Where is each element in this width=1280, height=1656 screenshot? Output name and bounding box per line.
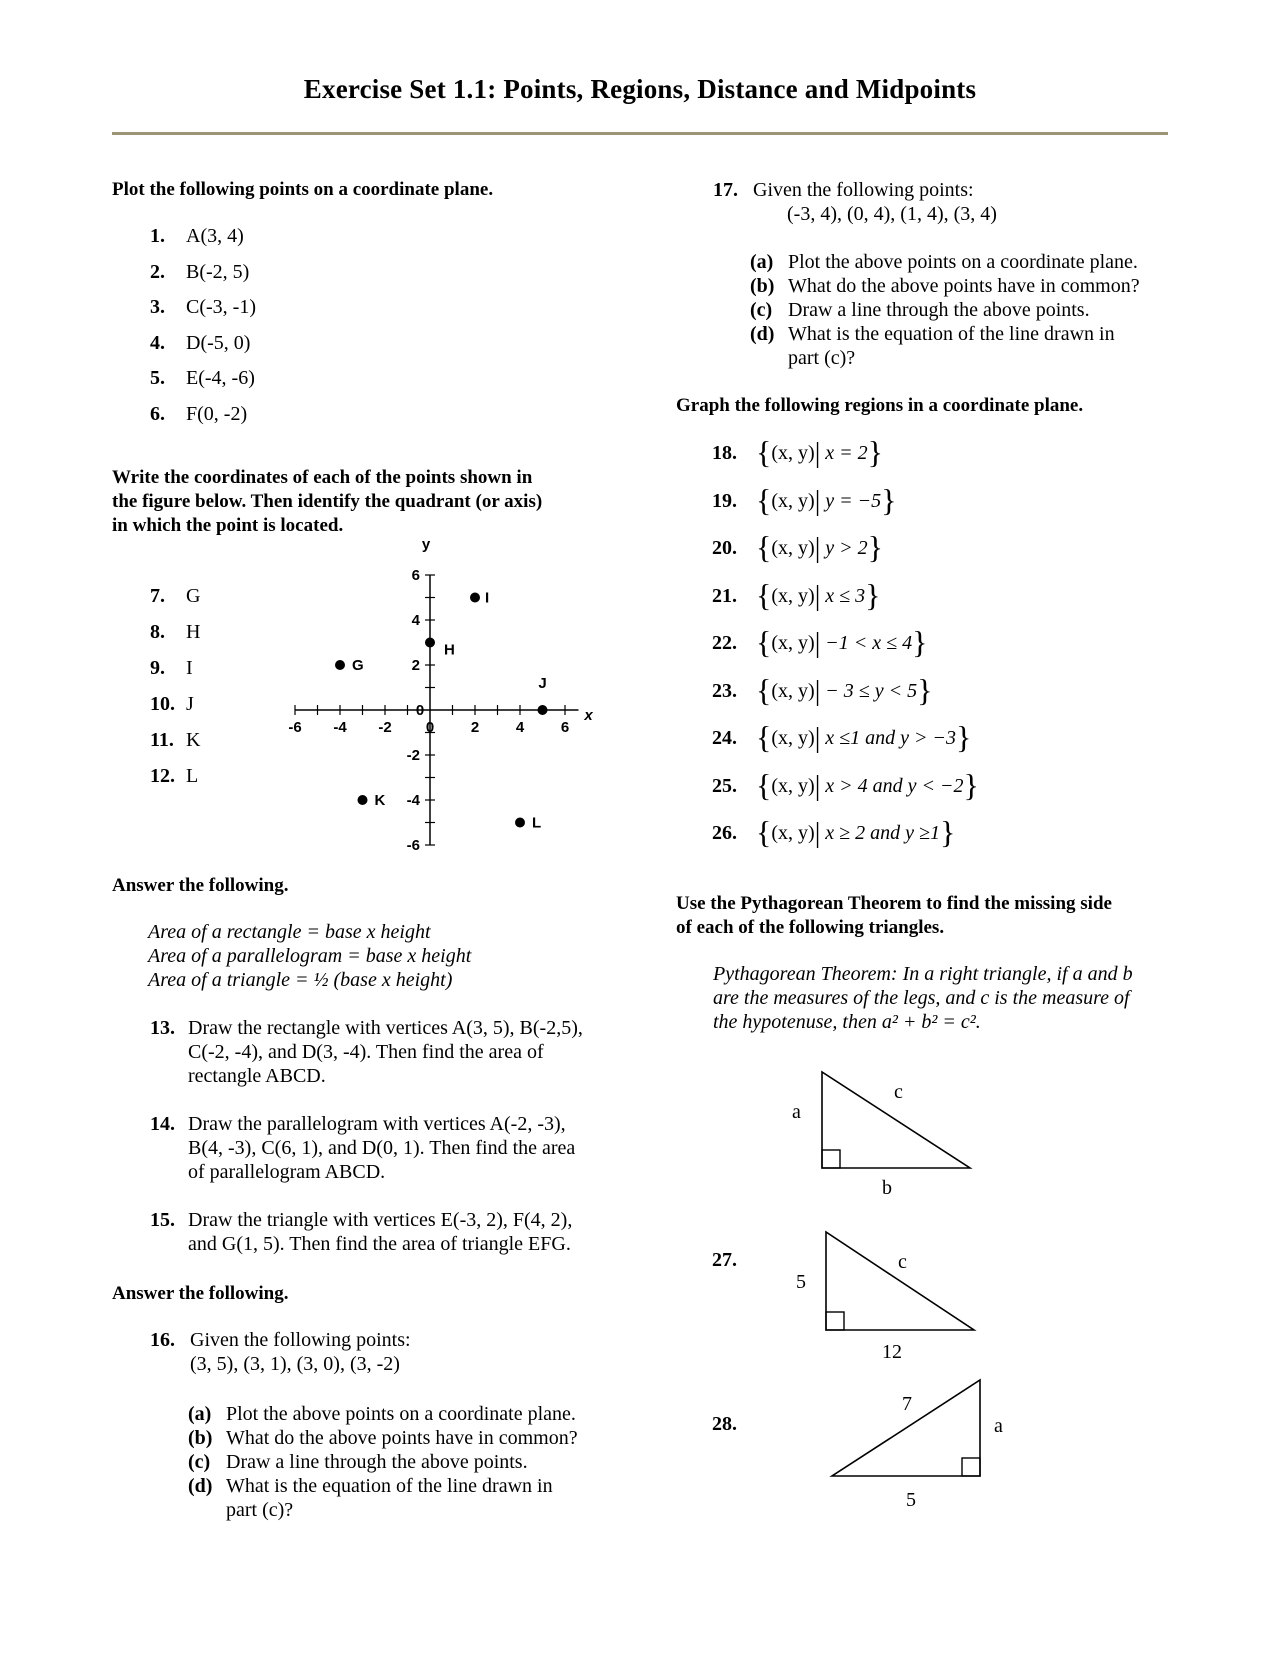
list-item [150, 224, 256, 260]
theorem-line: are the measures of the legs, and c is the measure of [713, 987, 1130, 1009]
region-item [712, 576, 979, 627]
item-number: 8. [150, 621, 165, 643]
part-label: (c) [188, 1451, 211, 1473]
right-angle-marker [962, 1458, 980, 1476]
item-text: B(-2, 5) [186, 260, 250, 283]
point-label: L [532, 814, 542, 832]
item-number: 22. [712, 632, 737, 654]
list-item [150, 620, 200, 656]
item-number: 6. [150, 402, 165, 425]
y-tick-label: 2 [411, 657, 420, 674]
list-item [150, 692, 200, 728]
part-text: What is the equation of the line drawn in [226, 1475, 553, 1497]
plot-heading: Plot the following points on a coordinate plane. [112, 179, 494, 200]
set-prefix: (x, y) [771, 679, 815, 702]
y-tick-label: 6 [411, 567, 420, 584]
item-number: 20. [712, 537, 737, 559]
list-item [150, 764, 200, 800]
region-item [712, 436, 979, 484]
part-continuation: part (c)? [226, 1499, 294, 1521]
title-divider [112, 132, 1168, 135]
set-prefix: (x, y) [771, 822, 815, 844]
item-number: 23. [712, 679, 737, 702]
part-label: (a) [188, 1403, 212, 1425]
part-item [188, 1426, 578, 1450]
list-item [150, 331, 256, 367]
graph-layer [288, 536, 593, 854]
question-points: (3, 5), (3, 1), (3, 0), (3, -2) [190, 1353, 400, 1375]
triangle-side-label: a [792, 1101, 801, 1123]
question-number: 16. [150, 1329, 175, 1351]
set-notation: {(x, y)| x ≤ 3} [756, 576, 881, 613]
triangle-27 [780, 1222, 1000, 1352]
question-15 [150, 1208, 628, 1256]
question-13 [150, 1016, 628, 1088]
part-continuation: part (c)? [788, 347, 856, 369]
y-tick-label: -4 [406, 792, 420, 809]
point-k [358, 795, 368, 805]
coordinate-graph [280, 536, 600, 854]
list-item [150, 728, 200, 764]
item-number: 26. [712, 822, 737, 844]
item-number: 12. [150, 765, 175, 787]
list-item [150, 295, 256, 331]
set-notation: {(x, y)| x = 2} [756, 434, 884, 470]
part-item [750, 250, 1140, 274]
set-condition: y = −5 [825, 489, 882, 512]
question-16 [150, 1328, 411, 1376]
set-prefix: (x, y) [771, 442, 815, 464]
question-line: rectangle ABCD. [188, 1065, 326, 1087]
item-number: 2. [150, 260, 165, 283]
triangle-side-label: b [882, 1177, 892, 1199]
set-notation: {(x, y)| x ≥ 2 and y ≥1} [756, 814, 956, 850]
page-title: Exercise Set 1.1: Points, Regions, Distance and Midpoints [303, 74, 977, 104]
item-text: C(-3, -1) [186, 296, 256, 319]
part-text: Plot the above points on a coordinate plane. [788, 251, 1138, 273]
theorem-line: Pythagorean Theorem: In a right triangle, if a and b [713, 963, 1133, 985]
item-number: 18. [712, 442, 737, 464]
question-number: 13. [150, 1017, 175, 1039]
regions-list [712, 436, 979, 864]
formula-rectangle: Area of a rectangle = base x height [148, 921, 431, 943]
answer-heading-2: Answer the following. [112, 1283, 289, 1304]
set-notation: {(x, y)| y = −5} [756, 481, 897, 518]
right-angle-marker [826, 1312, 844, 1330]
pythagorean-theorem [713, 962, 1133, 1034]
x-tick-label: -4 [333, 719, 347, 736]
triangle-side-label: c [894, 1081, 903, 1103]
set-condition: x ≤ 3 [825, 584, 866, 607]
coord-list [150, 584, 200, 800]
part-text: What do the above points have in common? [788, 275, 1140, 297]
part-item [750, 322, 1140, 346]
pythagorean-heading [676, 892, 1112, 940]
item-number: 11. [150, 729, 174, 751]
item-number: 21. [712, 584, 737, 607]
set-prefix: (x, y) [771, 632, 815, 654]
part-label: (b) [750, 275, 775, 297]
triangle-shape [826, 1232, 974, 1330]
point-i [470, 593, 480, 603]
x-axis-label: x [584, 707, 593, 724]
part-label: (c) [750, 299, 773, 321]
item-number: 4. [150, 331, 165, 354]
triangle-side-label: a [994, 1415, 1003, 1437]
plot-list [150, 224, 256, 438]
set-notation: {(x, y)| y > 2} [756, 529, 884, 565]
x-tick-label: 2 [470, 719, 480, 736]
coords-heading-line: in which the point is located. [112, 515, 344, 536]
list-item [150, 402, 256, 438]
triangle-side-label: 7 [902, 1393, 912, 1415]
point-label: J [538, 675, 547, 692]
formula-triangle: Area of a triangle = ½ (base x height) [148, 969, 453, 991]
question-line: Draw the rectangle with vertices A(3, 5), B(-2,5), [188, 1017, 583, 1039]
point-label: G [352, 657, 364, 674]
y-tick-label: 4 [411, 612, 420, 629]
coords-heading-line: Write the coordinates of each of the points shown in [112, 467, 533, 488]
y-tick-label: -6 [406, 837, 420, 854]
part-label: (b) [188, 1427, 213, 1449]
part-item [750, 298, 1140, 322]
region-item [712, 766, 979, 817]
region-item [712, 671, 979, 722]
regions-heading: Graph the following regions in a coordinate plane. [676, 395, 1084, 416]
item-number: 3. [150, 296, 165, 319]
set-prefix: (x, y) [771, 584, 815, 607]
list-item [150, 584, 200, 620]
part-label: (a) [750, 251, 774, 273]
question-intro: Given the following points: [753, 179, 974, 201]
coords-heading-line: the figure below. Then identify the quadrant (or axis) [112, 491, 543, 512]
set-notation: {(x, y)| −1 < x ≤ 4} [756, 624, 928, 660]
set-condition: y > 2 [825, 537, 868, 559]
right-angle-marker [822, 1150, 840, 1168]
set-notation: {(x, y)| x ≤1 and y > −3} [756, 719, 972, 755]
part-label: (d) [188, 1475, 213, 1497]
question-line: Draw the triangle with vertices E(-3, 2), F(4, 2), [188, 1209, 573, 1231]
item-text: F(0, -2) [186, 402, 248, 425]
question-line: B(4, -3), C(6, 1), and D(0, 1). Then find the area [188, 1137, 576, 1159]
question-17 [713, 178, 997, 226]
set-prefix: (x, y) [771, 774, 815, 797]
region-item [712, 721, 979, 769]
item-text: L [186, 765, 199, 787]
point-g [335, 660, 345, 670]
set-condition: x ≥ 2 and y ≥1 [825, 822, 941, 844]
x-tick-label: 6 [560, 719, 570, 736]
region-item [712, 481, 979, 532]
part-text: Draw a line through the above points. [788, 299, 1090, 321]
point-label: K [374, 792, 386, 809]
question-line: and G(1, 5). Then find the area of triangle EFG. [188, 1233, 571, 1255]
question-14 [150, 1112, 628, 1184]
item-text: E(-4, -6) [186, 367, 255, 390]
item-text: H [186, 621, 201, 643]
part-label: (d) [750, 323, 775, 345]
item-number: 19. [712, 489, 737, 512]
item-text: J [186, 693, 194, 715]
question-points: (-3, 4), (0, 4), (1, 4), (3, 4) [787, 203, 997, 225]
set-condition: x > 4 and y < −2 [825, 774, 964, 797]
item-number: 1. [150, 225, 165, 247]
region-item [712, 816, 979, 864]
part-item [188, 1474, 578, 1498]
question-line: C(-2, -4), and D(3, -4). Then find the area of [188, 1041, 544, 1063]
x-tick-label: 4 [515, 719, 525, 736]
part-item [188, 1402, 578, 1426]
y-axis-label: y [421, 536, 431, 553]
point-label: H [444, 641, 455, 659]
item-number: 10. [150, 693, 175, 715]
point-l [515, 818, 525, 828]
list-item [150, 366, 256, 402]
set-notation: {(x, y)| x > 4 and y < −2} [756, 766, 979, 803]
x-tick-label: 0 [425, 719, 435, 736]
question-intro: Given the following points: [190, 1329, 411, 1351]
set-prefix: (x, y) [771, 489, 815, 512]
region-item [712, 531, 979, 579]
set-condition: − 3 ≤ y < 5 [825, 679, 918, 702]
question-number: 14. [150, 1113, 175, 1135]
set-prefix: (x, y) [771, 727, 815, 749]
list-item [150, 656, 200, 692]
item-number: 28. [712, 1413, 737, 1435]
item-text: I [186, 657, 193, 679]
question-number: 15. [150, 1209, 175, 1231]
y-tick-label: 0 [415, 702, 425, 719]
item-text: D(-5, 0) [186, 331, 251, 354]
triangle-side-label: c [898, 1251, 907, 1273]
item-number: 5. [150, 367, 165, 390]
region-item [712, 626, 979, 674]
area-formulas [148, 920, 471, 992]
item-text: A(3, 4) [186, 225, 244, 247]
list-item [150, 260, 256, 296]
triangle-side-label: 5 [906, 1489, 916, 1511]
set-prefix: (x, y) [771, 537, 815, 559]
part-item [188, 1450, 578, 1474]
coords-heading [112, 466, 542, 538]
triangle-side-label: 12 [882, 1341, 902, 1363]
item-number: 7. [150, 585, 165, 607]
set-condition: −1 < x ≤ 4 [825, 632, 913, 654]
item-number: 25. [712, 774, 737, 797]
part-text: What is the equation of the line drawn in [788, 323, 1115, 345]
theorem-line: the hypotenuse, then a² + b² = c². [713, 1011, 981, 1033]
triangle-side-label: 5 [796, 1271, 806, 1293]
pythagorean-heading-line: Use the Pythagorean Theorem to find the missing side [676, 893, 1112, 914]
question-line: Draw the parallelogram with vertices A(-2, -3), [188, 1113, 566, 1135]
part-item [750, 274, 1140, 298]
point-h [425, 638, 435, 648]
item-text: K [186, 729, 201, 751]
answer-heading: Answer the following. [112, 875, 289, 896]
x-tick-label: -2 [378, 719, 392, 736]
question-number: 17. [713, 179, 738, 201]
x-tick-label: -6 [288, 719, 302, 736]
part-text: Plot the above points on a coordinate plane. [226, 1403, 576, 1425]
part-text: Draw a line through the above points. [226, 1451, 528, 1473]
item-number: 27. [712, 1249, 737, 1271]
item-number: 24. [712, 727, 737, 749]
item-number: 9. [150, 657, 165, 679]
point-label: I [485, 589, 490, 607]
question-16-parts [188, 1402, 578, 1522]
formula-parallelogram: Area of a parallelogram = base x height [148, 945, 472, 967]
question-line: of parallelogram ABCD. [188, 1161, 386, 1183]
set-notation: {(x, y)| − 3 ≤ y < 5} [756, 671, 933, 708]
point-j [538, 705, 548, 715]
item-text: G [186, 585, 201, 607]
part-text: What do the above points have in common? [226, 1427, 578, 1449]
set-condition: x = 2 [825, 442, 868, 464]
y-tick-label: -2 [406, 747, 420, 764]
question-17-parts [750, 250, 1140, 370]
set-condition: x ≤1 and y > −3 [825, 727, 957, 749]
pythagorean-heading-line: of each of the following triangles. [676, 917, 945, 938]
